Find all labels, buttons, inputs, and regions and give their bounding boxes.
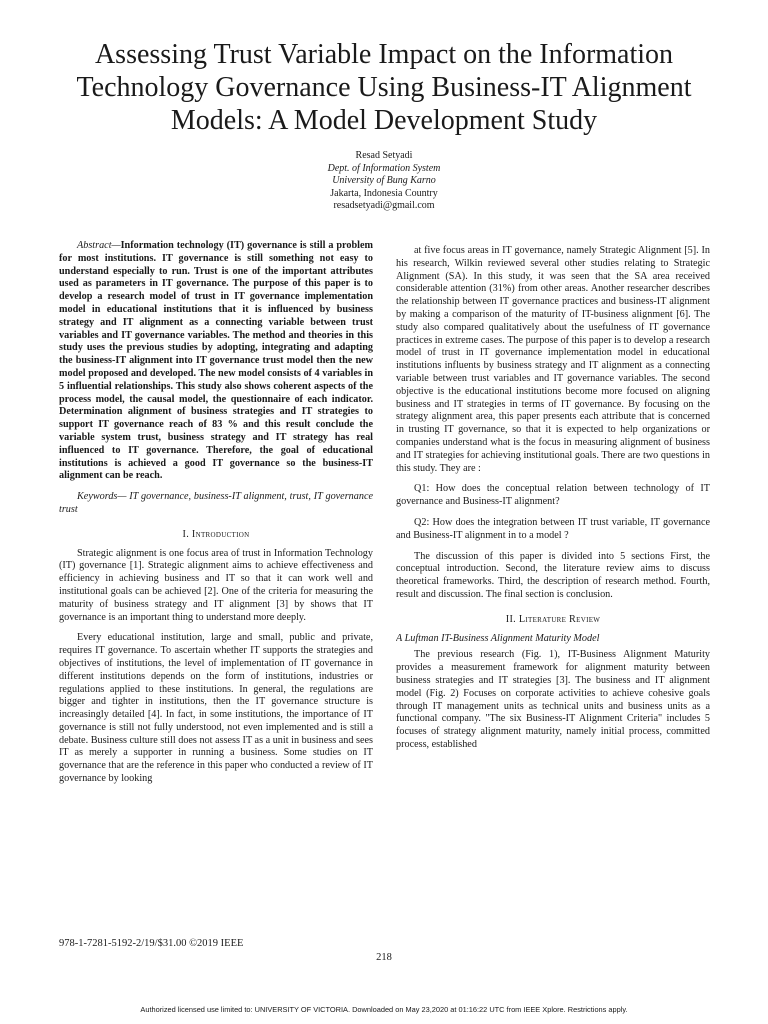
author-name: Resad Setyadi bbox=[355, 150, 413, 161]
abstract bbox=[59, 240, 373, 483]
section-heading-introduction: I. Introduction bbox=[182, 528, 250, 540]
abstract-text: Information technology (IT) governance is still a problem for most institutions. IT governance is still something not easy to understand especially to run. Trust is one of the important attributes used as parameters in IT governance. The purpose of this paper is to develop a research model of trust in IT governance implementation model in educational institutions that it is influenced by business strategy and IT alignment as a connecting variable between trust variables and IT governance variables. The method and theories in this study uses the previous studies by adopting, integrating and adapting the business-IT alignment into IT governance trust model then the new model proposed and developed. The new model consists of 4 variables in 5 influential relationships. This study also shows coherent aspects of the process model, the causal model, the questionnaire of each indicator. Determination alignment of business strategies and IT strategies to support IT governance reach of 83 % and this result conclude the variable system trust, business strategy and IT strategy has real influenced to IT governance. Therefore, the goal of educational institutions is achieved a good IT governance so the business-IT alignment can be reach. bbox=[59, 240, 373, 482]
license-notice: Authorized licensed use limited to: UNIVERSITY OF VICTORIA. Downloaded on May 23,2020 at 01:16:22 UTC from IEEE Xplore. Restrictions apply. bbox=[140, 1005, 628, 1014]
author-location: Jakarta, Indonesia Country bbox=[330, 187, 438, 199]
right-paragraph-2: The discussion of this paper is divided into 5 sections First, the conceptual introduction. Second, the literature review aims to discuss theoretical frameworks. Third, the description of research method. Fourth, result and discussion. The final section is conclusion. bbox=[396, 550, 710, 600]
intro-paragraph-1: Strategic alignment is one focus area of trust in Information Technology (IT) governance [1]. Strategic alignment aims to achieve effectiveness and efficiency in achieving business and IT so that it can work well and institutional goals can be achieved [2]. One of the criteria for measuring the maturity of business strategy and IT alignment [3] by shows that IT governance is an important thing to understand more deeply. bbox=[59, 547, 373, 623]
author-dept: Dept. of Information System bbox=[327, 162, 441, 174]
intro-paragraph-2: Every educational institution, large and small, public and private, requires IT governance. To ascertain whether IT supports the strategies and objectives of institutions, the level of implementation of IT governance in different institutions depends on the form of institutions, industries or regulations applied to these institutions. In general, the regulations are bigger and tighter in institutions, then the IT governance structure is increasingly detailed [4]. In fact, in some institutions, the importance of IT governance is still not fully understood, not even implemented and is still a debate. Business culture still does not assess IT as a unit in business and sees IT as merely a supporter in running a business. Some studies on IT governance that are the reference in this paper who conducted a review of IT governance by looking bbox=[59, 632, 373, 785]
right-paragraph-1: at five focus areas in IT governance, namely Strategic Alignment [5]. In his research, Wilkin reviewed several other studies relating to Strategic Alignment (SA). In this study, it was seen that the SA area received considerable attention (31%) from other areas. Another researcher describes the relationship between IT governance practices and business-IT alignment by making a comparison of the maturity of IT-business alignment [6]. The study also compared qualitatively about the usefulness of IT governance practices in extreme cases. The purpose of this paper is to develop a research model of trust in IT governance implementation model in educational institutions influents by business strategy and IT alignment as a connecting variable between trust variables and IT governance variables. The second objective is the educational institutions become more focused on aligning business and IT strategies in terms of IT governance. By focusing on the strategy alignment area, this paper presents each attribute that is concerned in trusting IT governance, so that it is expected to help organizations or companies understand what is the focus in measuring alignment of business and IT strategies for achieving institutional goals. There are two questions in this study. They are : bbox=[396, 245, 710, 474]
abstract-label: Abstract— bbox=[77, 240, 121, 251]
question-2: Q2: How does the integration between IT trust variable, IT governance and Business-IT alignment in to a model ? bbox=[396, 516, 710, 541]
keywords-text: IT governance, business-IT alignment, trust, IT governance trust bbox=[59, 491, 373, 515]
paper-title: Assessing Trust Variable Impact on the Information Technology Governance Using Business-IT Alignment Models: A Model Development Study bbox=[76, 39, 692, 136]
section-heading-literature-review: II. Literature Review bbox=[505, 613, 601, 625]
author-email: resadsetyadi@gmail.com bbox=[333, 200, 435, 212]
keywords-label: Keywords— bbox=[77, 491, 127, 503]
right-column bbox=[396, 245, 710, 875]
question-1: Q1: How does the conceptual relation between technology of IT governance and Business-IT alignment? bbox=[396, 483, 710, 508]
literature-paragraph-1: The previous research (Fig. 1), IT-Business Alignment Maturity provides a measurement framework for alignment maturity between business strategies and IT strategies [3]. The business and IT alignment model (Fig. 2) Focuses on corporate activities to achieve cohesive goals through IT management units as technical units and business units as a functional company. "The six Business-IT Alignment Criteria" includes 5 focuses of strategy alignment maturity, namely initial process, committed process, established bbox=[396, 649, 710, 750]
page-number: 218 bbox=[376, 952, 392, 963]
left-column bbox=[59, 240, 373, 892]
subsection-heading-luftman: A Luftman IT-Business Alignment Maturity Model bbox=[396, 632, 600, 644]
isbn-line: 978-1-7281-5192-2/19/$31.00 ©2019 IEEE bbox=[59, 938, 244, 949]
author-block bbox=[234, 150, 534, 213]
keywords bbox=[59, 491, 373, 517]
author-university: University of Bung Karno bbox=[332, 175, 436, 187]
